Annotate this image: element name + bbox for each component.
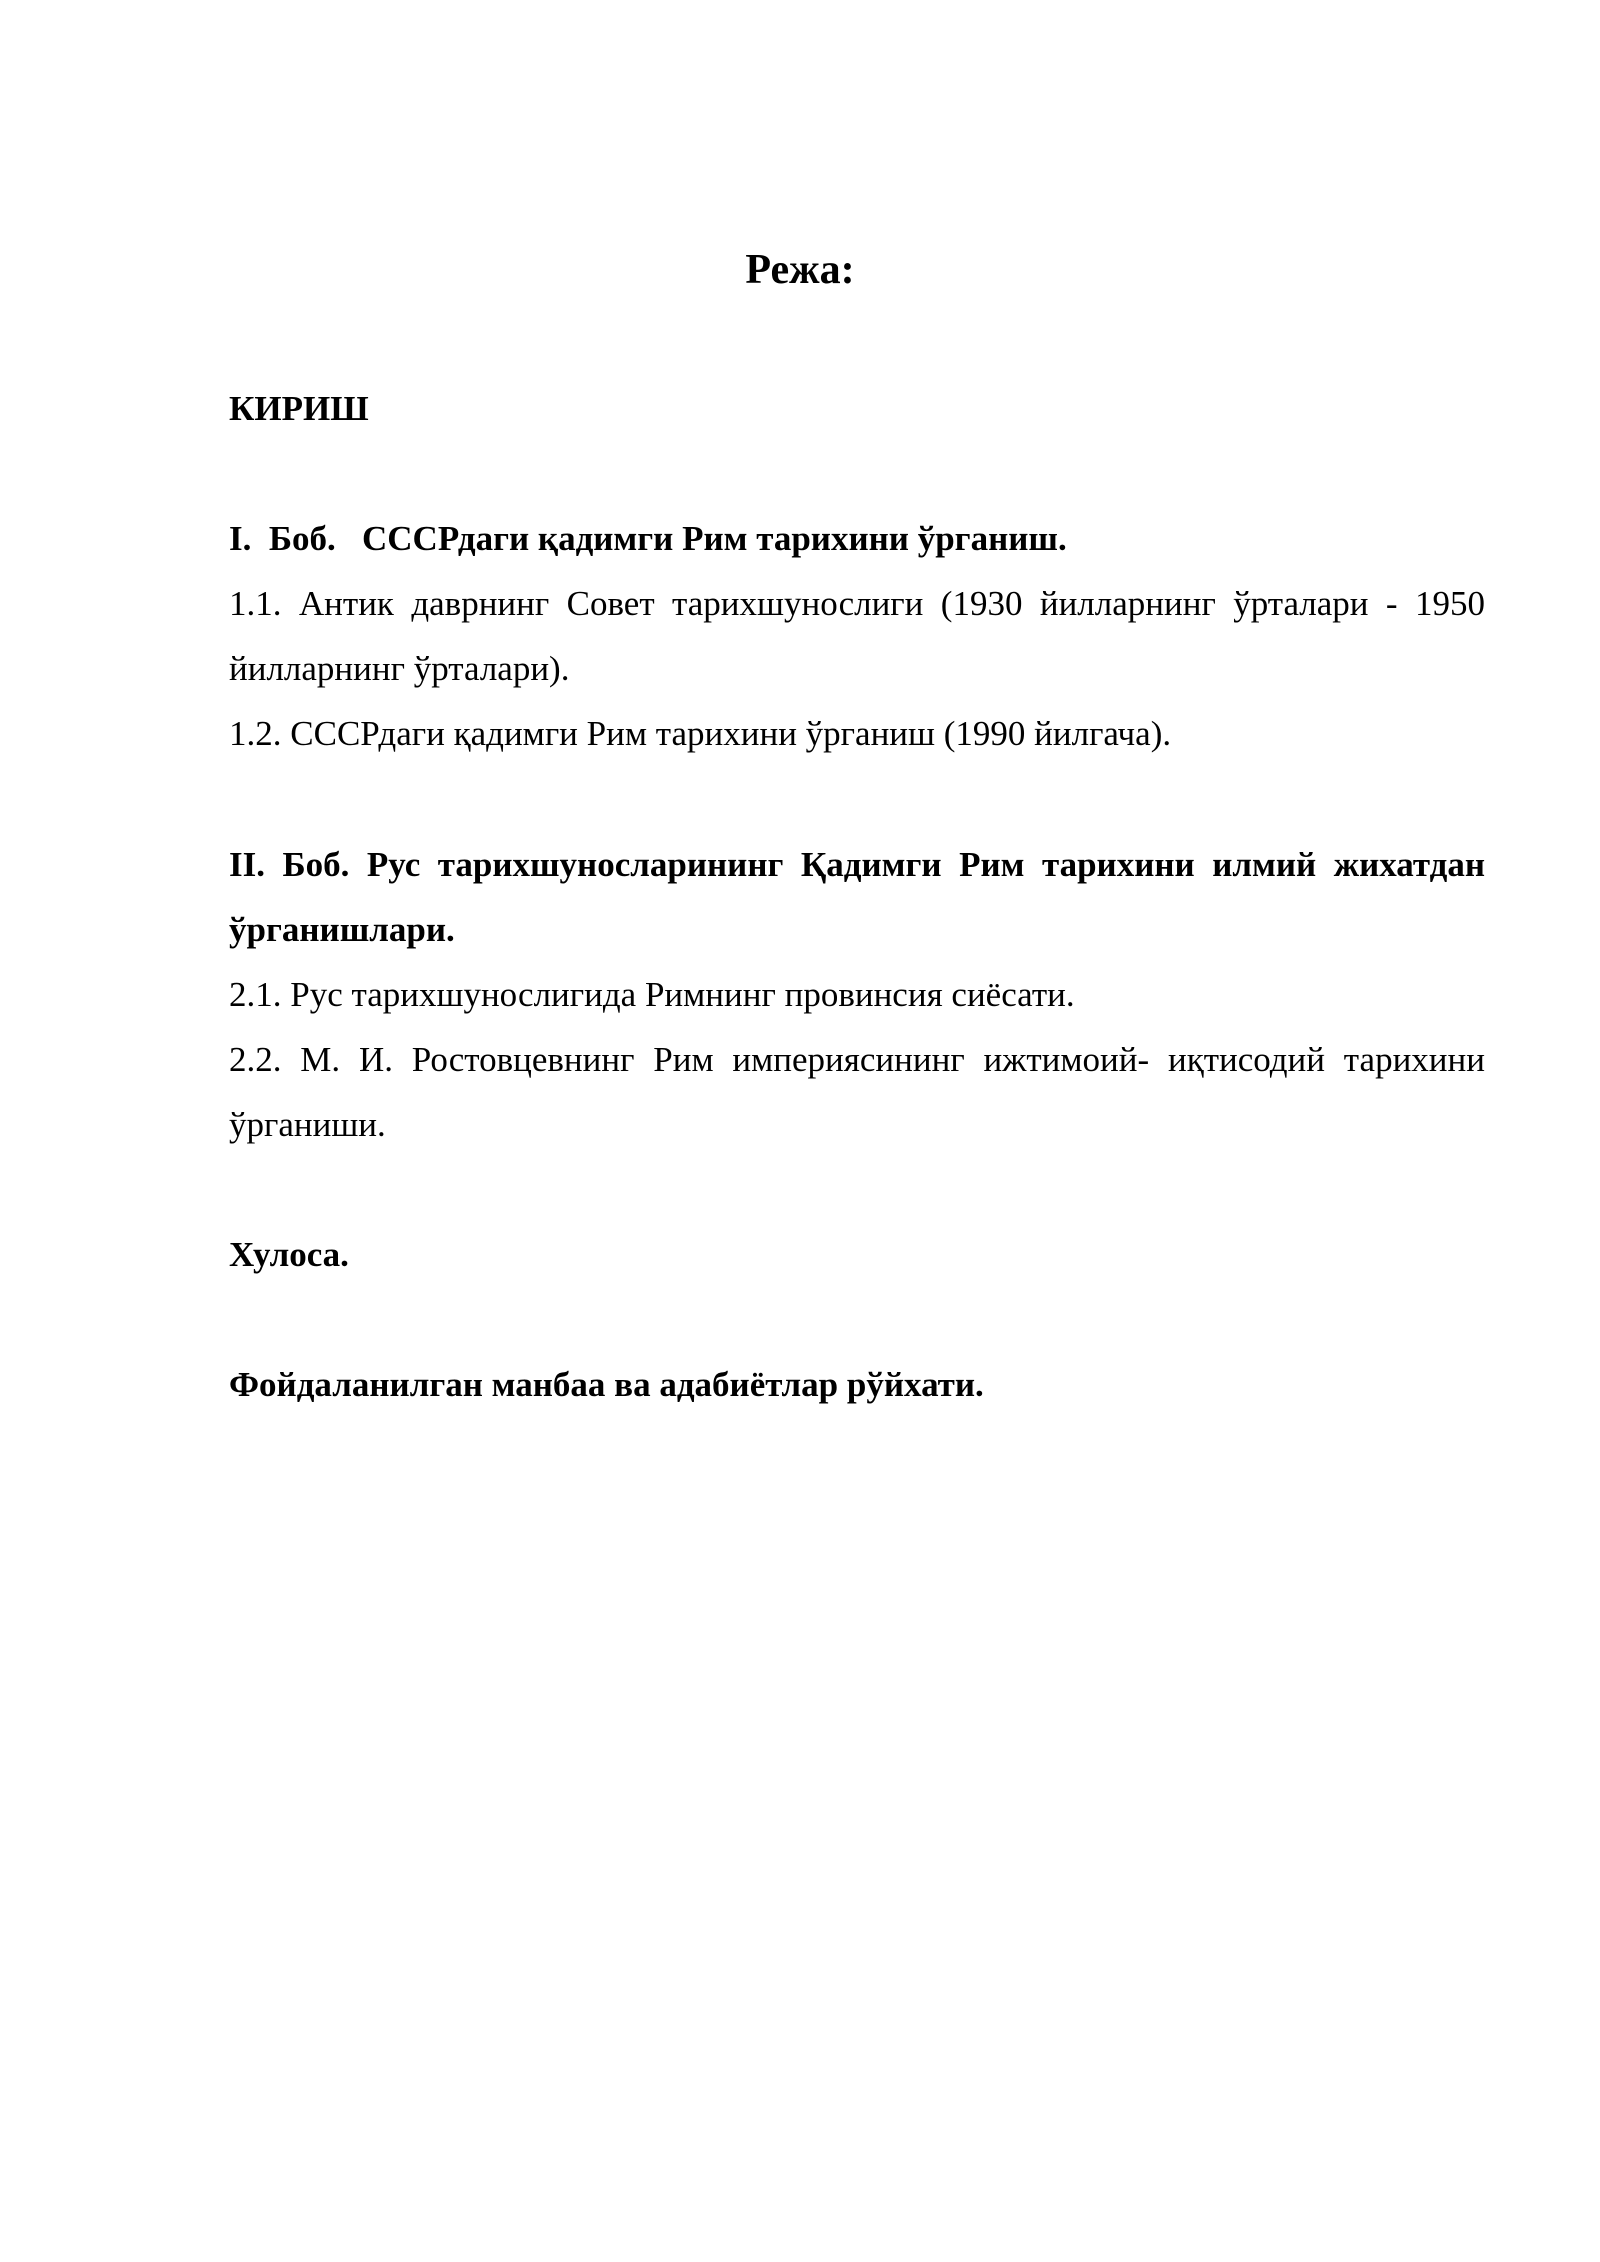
references-heading: Фойдаланилган манбаа ва адабиётлар рўйхати.: [229, 1365, 984, 1404]
chapter-1-heading: I. Боб. СССРдаги қадимги Рим тарихини ўрганиш.: [229, 519, 1067, 558]
intro-heading: КИРИШ: [229, 389, 369, 428]
chapter-1-section: [229, 506, 1485, 766]
chapter-2-item: 2.1. Рус тарихшунослигида Римнинг провинсия сиёсати.: [229, 975, 1075, 1014]
page-title: Режа:: [745, 247, 855, 293]
conclusion-heading: Хулоса.: [229, 1235, 349, 1274]
chapter-2-heading: II. Боб. Рус тарихшуносларининг Қадимги Рим тарихини илмий жихатдан ўрганишлари.: [229, 845, 1485, 949]
references-section: [229, 1352, 1485, 1417]
conclusion-section: [229, 1222, 1485, 1287]
chapter-2-section: [229, 832, 1485, 1157]
chapter-1-item: 1.2. СССРдаги қадимги Рим тарихини ўрганиш (1990 йилгача).: [229, 714, 1172, 753]
chapter-2-item: 2.2. М. И. Ростовцевнинг Рим империясининг ижтимоий- иқтисодий тарихини ўрганиши.: [229, 1040, 1485, 1144]
chapter-1-item: 1.1. Антик даврнинг Совет тарихшунослиги (1930 йилларнинг ўрталари - 1950 йилларнинг ўрталари).: [229, 584, 1485, 688]
intro-section: [229, 376, 1485, 441]
